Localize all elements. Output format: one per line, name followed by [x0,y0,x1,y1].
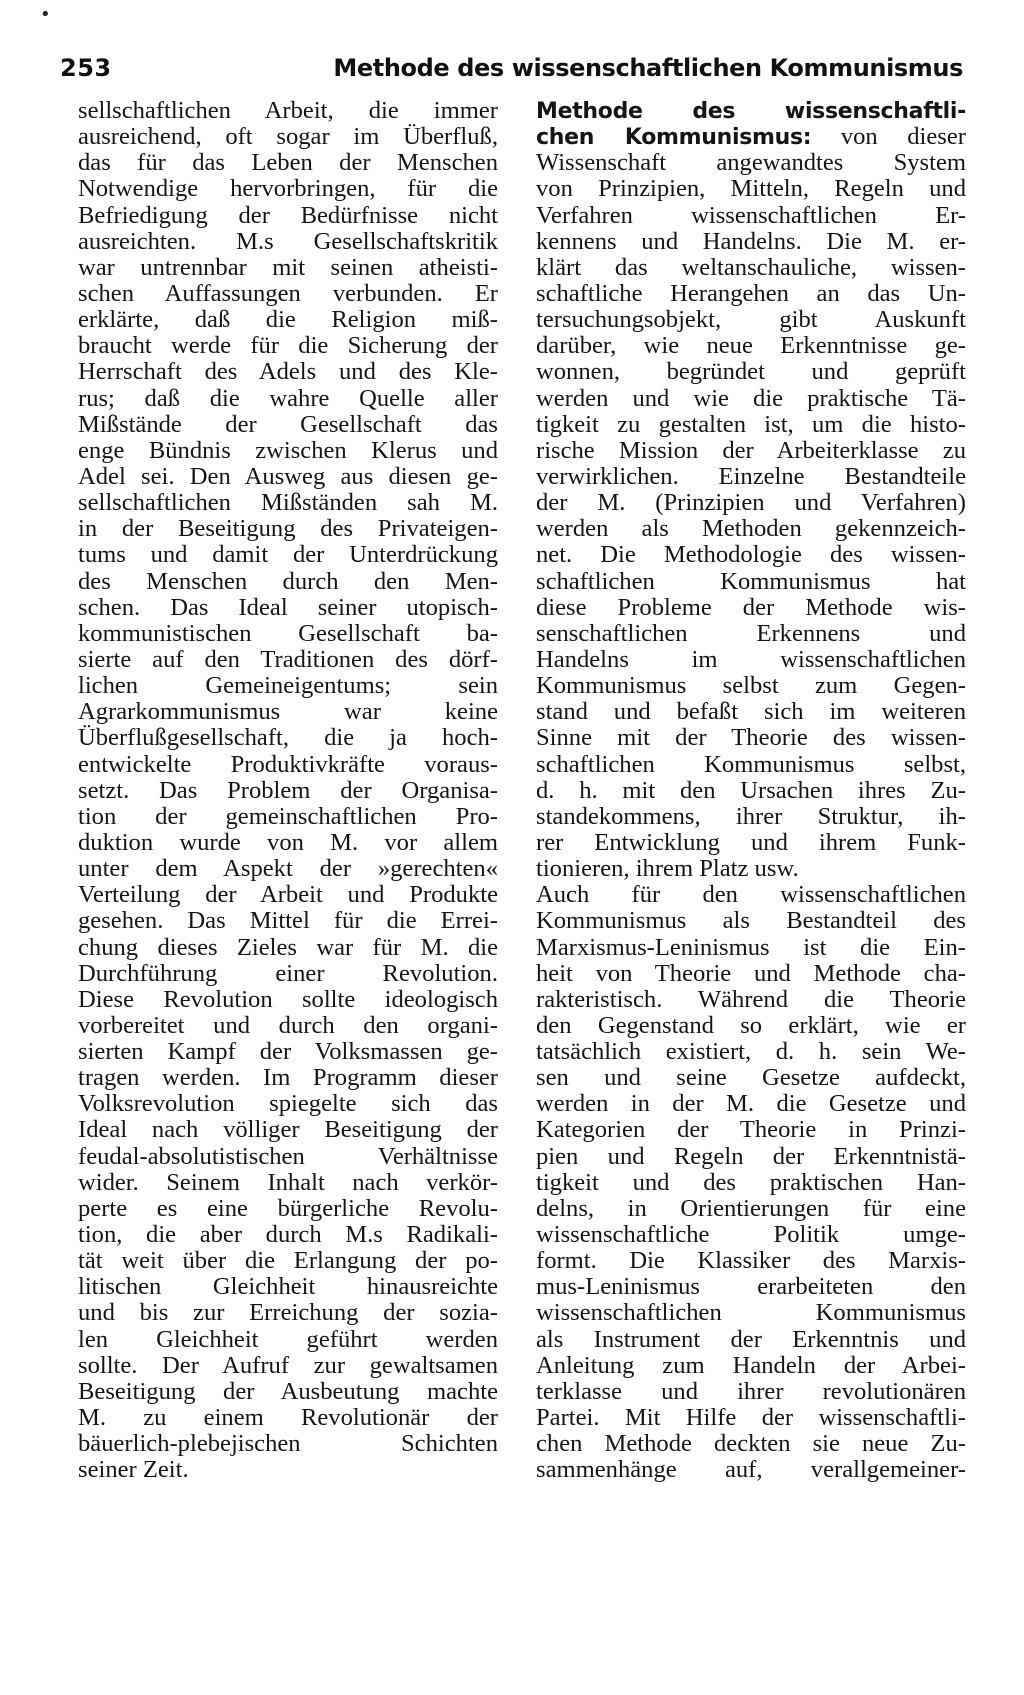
text-line: tragen werden. Im Programm dieser [78,1064,498,1092]
text-line: Kommunismus selbst zum Gegen- [536,672,966,700]
text-line: Handelns im wissenschaftlichen [536,645,966,673]
text-line: verwirklichen. Einzelne Bestandteile [536,462,966,490]
text-line: wider. Seinem Inhalt nach verkör- [78,1168,498,1196]
text-line: setzt. Das Problem der Organisa- [78,776,498,804]
text-line: vorbereitet und durch den organi- [78,1011,498,1039]
text-line: Diese Revolution sollte ideologisch [78,985,498,1013]
text-line: Durchführung einer Revolution. [78,959,498,987]
text-line: bäuerlich-plebejischen Schichten [78,1430,498,1458]
page-header [60,42,963,82]
text-line: Sinne mit der Theorie des wissen- [536,724,966,752]
text-line: tums und damit der Unterdrückung [78,541,498,569]
text-line: gesehen. Das Mittel für die Errei- [78,907,498,935]
text-line: senschaftlichen Erkennens und [536,619,966,647]
text-line: stand und befaßt sich im weiteren [536,698,966,726]
text-line: Notwendige hervorbringen, für die [78,175,498,203]
text-line: schen. Das Ideal seiner utopisch- [78,593,498,621]
left-column [78,98,498,1483]
text-line: enge Bündnis zwischen Klerus und [78,436,498,464]
text-line: Adel sei. Den Ausweg aus diesen ge- [78,462,498,490]
text-line: Agrarkommunismus war keine [78,698,498,726]
lemma-line [536,98,966,124]
text-line: braucht werde für die Sicherung der [78,332,498,360]
text-line: werden in der M. die Gesetze und [536,1090,966,1118]
entry-text: von dieser [811,123,966,151]
text-line: von Prinzipien, Mitteln, Regeln und [536,175,966,203]
text-line: Auch für den wissenschaftlichen [536,881,966,909]
text-line: rische Mission der Arbeiterklasse zu [536,436,966,464]
text-line: tionieren, ihrem Platz usw. [536,855,799,883]
text-line: d. h. mit den Ursachen ihres Zu- [536,776,966,804]
text-line: wissenschaftliche Politik umge- [536,1221,966,1249]
text-line: chung dieses Zieles war für M. die [78,933,498,961]
entry-headword: chen Kommunismus: [536,125,812,151]
text-line: wissenschaftlichen Kommunismus [536,1299,966,1327]
text-line: tion, die aber durch M.s Radikali- [78,1221,498,1249]
text-line: als Instrument der Erkenntnis und [536,1325,966,1353]
text-line: sollte. Der Aufruf zur gewaltsamen [78,1351,498,1379]
text-line: perte es eine bürgerliche Revolu- [78,1194,498,1222]
text-line: sen und seine Gesetze aufdeckt, [536,1064,966,1092]
text-line: len Gleichheit geführt werden [78,1325,498,1353]
text-line: sellschaftlichen Mißständen sah M. [78,489,498,517]
text-line: wonnen, begründet und geprüft [536,358,966,386]
text-line: den Gegenstand so erklärt, wie er [536,1011,966,1039]
text-line: Beseitigung der Ausbeutung machte [78,1377,498,1405]
text-line: ausreichten. M.s Gesellschaftskritik [78,227,498,255]
text-line: Volksrevolution spiegelte sich das [78,1090,498,1118]
text-line: chen Methode deckten sie neue Zu- [536,1430,966,1458]
text-line: kennens und Handelns. Die M. er- [536,227,966,255]
text-line: diese Probleme der Methode wis- [536,593,966,621]
text-line: litischen Gleichheit hinausreichte [78,1273,498,1301]
text-line: net. Die Methodologie des wissen- [536,541,966,569]
text-line: Kommunismus als Bestandteil des [536,907,966,935]
text-line: Ideal nach völliger Beseitigung der [78,1116,498,1144]
text-line: lichen Gemeineigentums; sein [78,672,498,700]
text-line: terklasse und ihrer revolutionären [536,1377,966,1405]
text-line: Herrschaft des Adels und des Kle- [78,358,498,386]
text-line: standekommens, ihrer Struktur, ih- [536,802,966,830]
text-line: tigkeit zu gestalten ist, um die histo- [536,410,966,438]
text-line: schaftlichen Kommunismus selbst, [536,750,966,778]
text-line: unter dem Aspekt der »gerechten« [78,855,498,883]
right-column [536,98,966,1483]
text-line: Marxismus-Leninismus ist die Ein- [536,933,966,961]
text-line: schaftliche Herangehen an das Un- [536,279,966,307]
text-line: feudal-absolutistischen Verhältnisse [78,1142,498,1170]
text-line: rakteristisch. Während die Theorie [536,985,966,1013]
text-line: werden als Methoden gekennzeich- [536,515,966,543]
text-line: sierten Kampf der Volksmassen ge- [78,1038,498,1066]
text-line: sellschaftlichen Arbeit, die immer [78,97,498,124]
text-line: formt. Die Klassiker des Marxis- [536,1247,966,1275]
text-line: und bis zur Erreichung der sozia- [78,1299,498,1327]
text-line: rus; daß die wahre Quelle aller [78,384,498,412]
text-line: rer Entwicklung und ihrem Funk- [536,828,966,856]
text-line: tigkeit und des praktischen Han- [536,1168,966,1196]
text-line: Wissenschaft angewandtes System [536,149,966,177]
page-number: 253 [60,54,112,82]
text-line: sammenhänge auf, verallgemeiner- [536,1456,966,1484]
text-line: tät weit über die Erlangung der po- [78,1247,498,1275]
text-line: delns, in Orientierungen für eine [536,1194,966,1222]
text-line: erklärte, daß die Religion miß- [78,306,498,334]
text-line: werden und wie die praktische Tä- [536,384,966,412]
text-line: M. zu einem Revolutionär der [78,1404,498,1432]
text-line: sierte auf den Traditionen des dörf- [78,645,498,673]
text-line: Kategorien der Theorie in Prinzi- [536,1116,966,1144]
text-line: des Menschen durch den Men- [78,567,498,595]
text-line: der M. (Prinzipien und Verfahren) [536,489,966,517]
text-line: schen Auffassungen verbunden. Er [78,279,498,307]
text-line: Befriedigung der Bedürfnisse nicht [78,201,498,229]
text-line: heit von Theorie und Methode cha- [536,959,966,987]
text-line: pien und Regeln der Erkenntnistä- [536,1142,966,1170]
text-line: Anleitung zum Handeln der Arbei- [536,1351,966,1379]
text-line: Mißstände der Gesellschaft das [78,410,498,438]
text-line: kommunistischen Gesellschaft ba- [78,619,498,647]
text-line: in der Beseitigung des Privateigen- [78,515,498,543]
text-line: ausreichend, oft sogar im Überfluß, [78,123,498,151]
text-line: Partei. Mit Hilfe der wissenschaftli- [536,1404,966,1432]
text-line: tatsächlich existiert, d. h. sein We- [536,1038,966,1066]
text-line: war untrennbar mit seinen atheisti- [78,253,498,281]
lemma-line [536,124,966,150]
text-line: entwickelte Produktivkräfte voraus- [78,750,498,778]
text-line: Verfahren wissenschaftlichen Er- [536,201,966,229]
text-line: seiner Zeit. [78,1456,189,1484]
text-line: duktion wurde von M. vor allem [78,828,498,856]
text-line: schaftlichen Kommunismus hat [536,567,966,595]
text-line: darüber, wie neue Erkenntnisse ge- [536,332,966,360]
text-line: tion der gemeinschaftlichen Pro- [78,802,498,830]
running-head: Methode des wissenschaftlichen Kommunismus [333,54,963,82]
text-line: das für das Leben der Menschen [78,149,498,177]
text-line: klärt das weltanschauliche, wissen- [536,253,966,281]
top-mark: • [40,4,51,25]
text-line: Überflußgesellschaft, die ja hoch- [78,724,498,752]
text-line: Verteilung der Arbeit und Produkte [78,881,498,909]
text-line: tersuchungsobjekt, gibt Auskunft [536,306,966,334]
entry-headword: Methode des wissenschaftli- [536,99,966,124]
text-line: mus-Leninismus erarbeiteten den [536,1273,966,1301]
